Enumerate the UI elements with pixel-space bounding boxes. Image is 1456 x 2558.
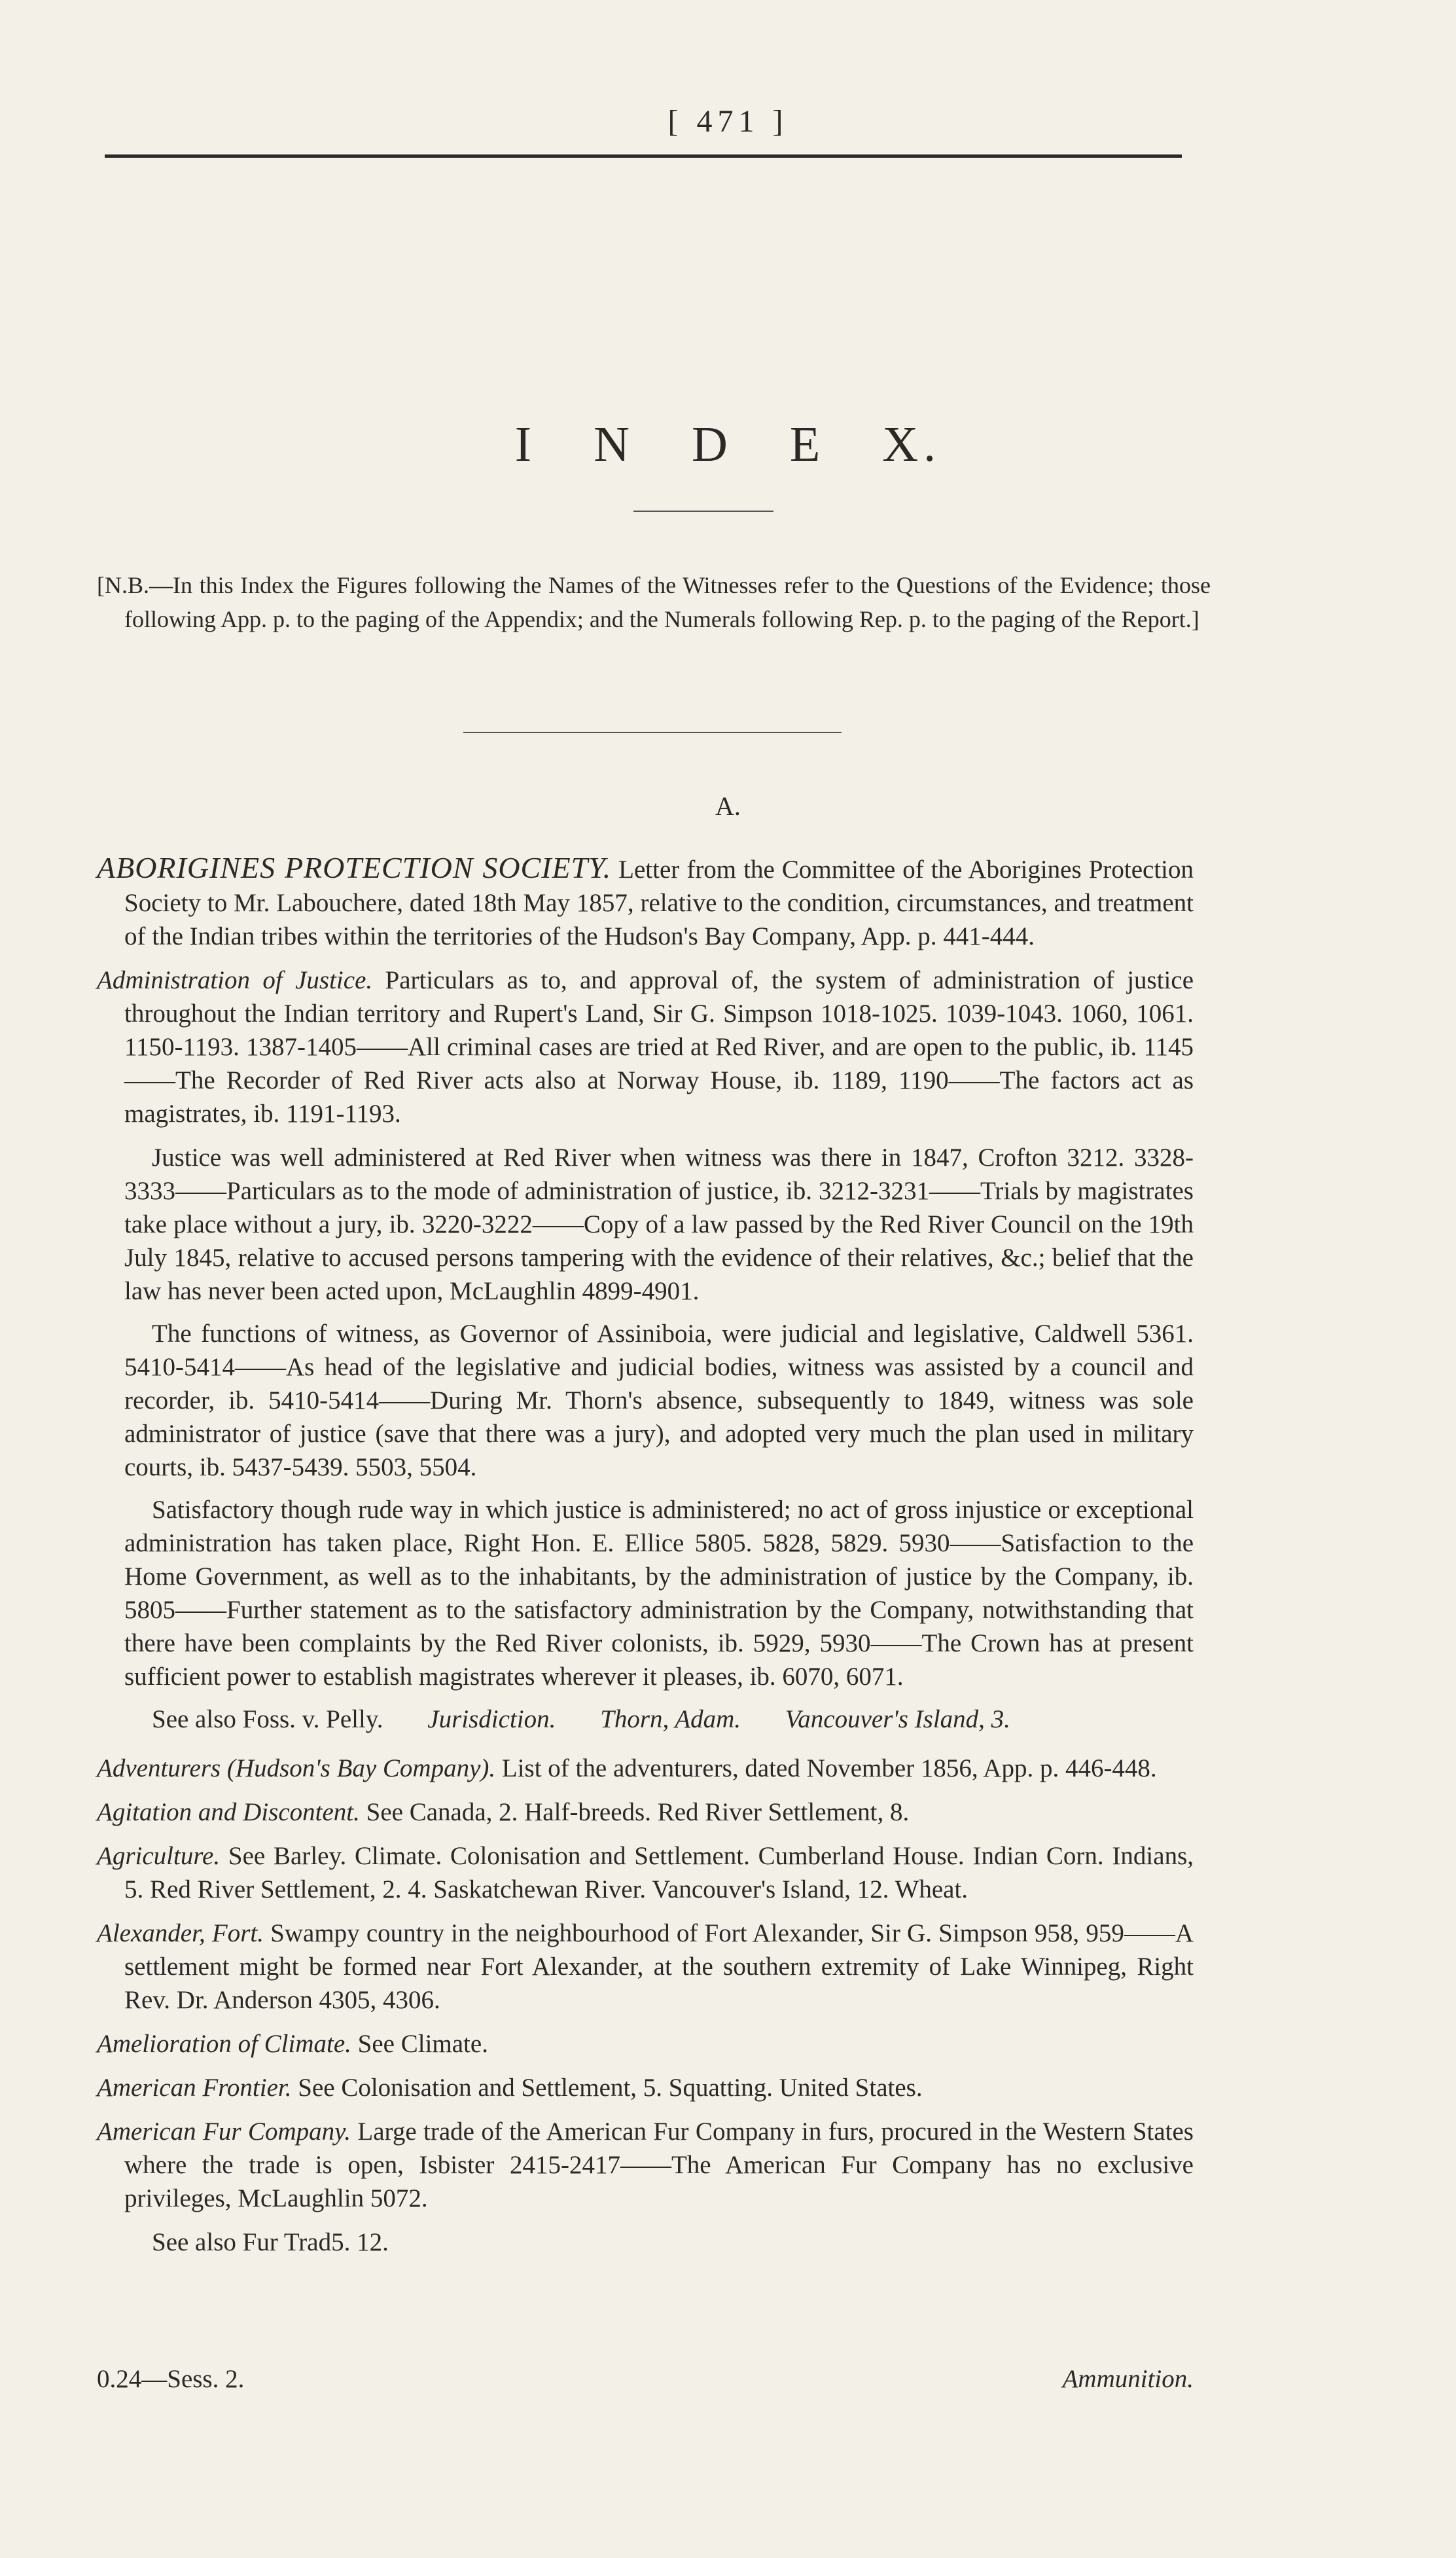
entry-text: Letter from the Committee of the Aborigines Protection Society to Mr. Labouchere, dated 18th May 1857, relative to the condition, circumstances, and treatment of the Indian tribes within the territories of the Hudson's Bay Company, App. p. 441-444.	[124, 856, 1194, 950]
entry-heading: American Frontier.	[97, 2074, 292, 2102]
see-also-ref: See also Foss. v. Pelly.	[152, 1705, 383, 1733]
see-also-line	[97, 1702, 1194, 1736]
title-rule	[633, 511, 773, 512]
entry-administration-of-justice	[97, 964, 1194, 1130]
entry-heading: ABORIGINES PROTECTION SOCIETY.	[97, 851, 612, 884]
entry-text: See Canada, 2. Half-breeds. Red River Settlement, 8.	[366, 1798, 910, 1826]
see-also-ref: Thorn, Adam.	[600, 1705, 741, 1733]
see-also-line: See also Fur Trad5. 12.	[152, 2228, 389, 2256]
index-note: [N.B.—In this Index the Figures following the Names of the Witnesses refer to the Questions of the Evidence; those following App. p. to the paging of the Appendix; and the Numerals following Rep. p. to the paging of the Report.]	[97, 572, 1211, 632]
entry-heading: Alexander, Fort.	[97, 1919, 264, 1947]
entry-text: Swampy country in the neighbourhood of Fort Alexander, Sir G. Simpson 958, 959——A settlement might be formed near Fort Alexander, at the southern extremity of Lake Winnipeg, Right Rev. Dr. Anderson 4305, 4306.	[124, 1919, 1194, 2014]
entry-paragraph: The functions of witness, as Governor of Assiniboia, were judicial and legislative, Caldwell 5361. 5410-5414——As head of the legislative and judicial bodies, witness was assisted by a council and recorder, ib. 5410-5414——During Mr. Thorn's absence, subsequently to 1849, witness was sole administrator of justice (save that there was a jury), and adopted very much the plan used in military courts, ib. 5437-5439. 5503, 5504.	[124, 1320, 1194, 1481]
footer-catchword: Ammunition.	[1062, 2365, 1194, 2393]
see-also-ref: Jurisdiction.	[427, 1705, 556, 1733]
section-rule	[463, 732, 842, 733]
index-entries	[97, 851, 1194, 2275]
see-also-ref: Vancouver's Island, 3.	[785, 1705, 1010, 1733]
entry-paragraph: Satisfactory though rude way in which justice is administered; no act of gross injustice or exceptional administration has taken place, Right Hon. E. Ellice 5805. 5828, 5829. 5930——Satisfaction to the Home Government, as well as to the inhabitants, by the administration of justice by the Company, ib. 5805——Further statement as to the satisfactory administration by the Company, notwithstanding that there have been complaints by the Red River colonists, ib. 5929, 5930——The Crown has at present sufficient power to establish magistrates wherever it pleases, ib. 6070, 6071.	[124, 1496, 1194, 1691]
entry-text: See Barley. Climate. Colonisation and Settlement. Cumberland House. Indian Corn. Indians, 5. Red River Settlement, 2. 4. Saskatchewan River. Vancouver's Island, 12. Wheat.	[124, 1842, 1194, 1903]
entry-amelioration-of-climate	[97, 2027, 1194, 2061]
entry-alexander-fort	[97, 1917, 1194, 2017]
footer-signature: 0.24—Sess. 2.	[97, 2365, 245, 2393]
page-folio: [ 471 ]	[667, 104, 789, 139]
entry-paragraph: Justice was well administered at Red River when witness was there in 1847, Crofton 3212. 3328-3333——Particulars as to the mode of administration of justice, ib. 3212-3231——Trials by magistrates take place without a jury, ib. 3220-3222——Copy of a law passed by the Red River Council on the 19th July 1845, relative to accused persons tampering with the evidence of their relatives, &c.; belief that the law has never been acted upon, McLaughlin 4899-4901.	[124, 1144, 1194, 1305]
entry-text: See Climate.	[357, 2030, 488, 2058]
entry-adventurers	[97, 1752, 1194, 1785]
page-title: I N D E X.	[514, 417, 942, 472]
header-rule	[105, 154, 1182, 158]
entry-heading: Amelioration of Climate.	[97, 2030, 351, 2058]
entry-text: Particulars as to, and approval of, the system of administration of justice throughout the Indian territory and Rupert's Land, Sir G. Simpson 1018-1025. 1039-1043. 1060, 1061. 1150-1193. 1387-1405——All criminal cases are tried at Red River, and are open to the public, ib. 1145——The Recorder of Red River acts also at Norway House, ib. 1189, 1190——The factors act as magistrates, ib. 1191-1193.	[124, 966, 1194, 1128]
entry-agitation	[97, 1795, 1194, 1829]
page-footer	[97, 2364, 1194, 2394]
entry-agriculture	[97, 1839, 1194, 1906]
entry-heading: Agitation and Discontent.	[97, 1798, 360, 1826]
entry-american-frontier	[97, 2071, 1194, 2104]
entry-heading: Agriculture.	[97, 1842, 221, 1870]
entry-text: List of the adventurers, dated November 1856, App. p. 446-448.	[501, 1754, 1157, 1782]
entry-text: Large trade of the American Fur Company in furs, procured in the Western States where the trade is open, Isbister 2415-2417——The American Fur Company has no exclusive privileges, McLaughlin 5072.	[124, 2117, 1194, 2212]
entry-heading: Adventurers (Hudson's Bay Company).	[97, 1754, 496, 1782]
section-letter: A.	[715, 791, 741, 821]
entry-heading: Administration of Justice.	[97, 966, 373, 994]
entry-american-fur-company	[97, 2115, 1194, 2215]
entry-text: See Colonisation and Settlement, 5. Squatting. United States.	[298, 2074, 923, 2102]
entry-heading: American Fur Company.	[97, 2117, 351, 2146]
entry-aborigines-protection-society	[97, 851, 1194, 953]
